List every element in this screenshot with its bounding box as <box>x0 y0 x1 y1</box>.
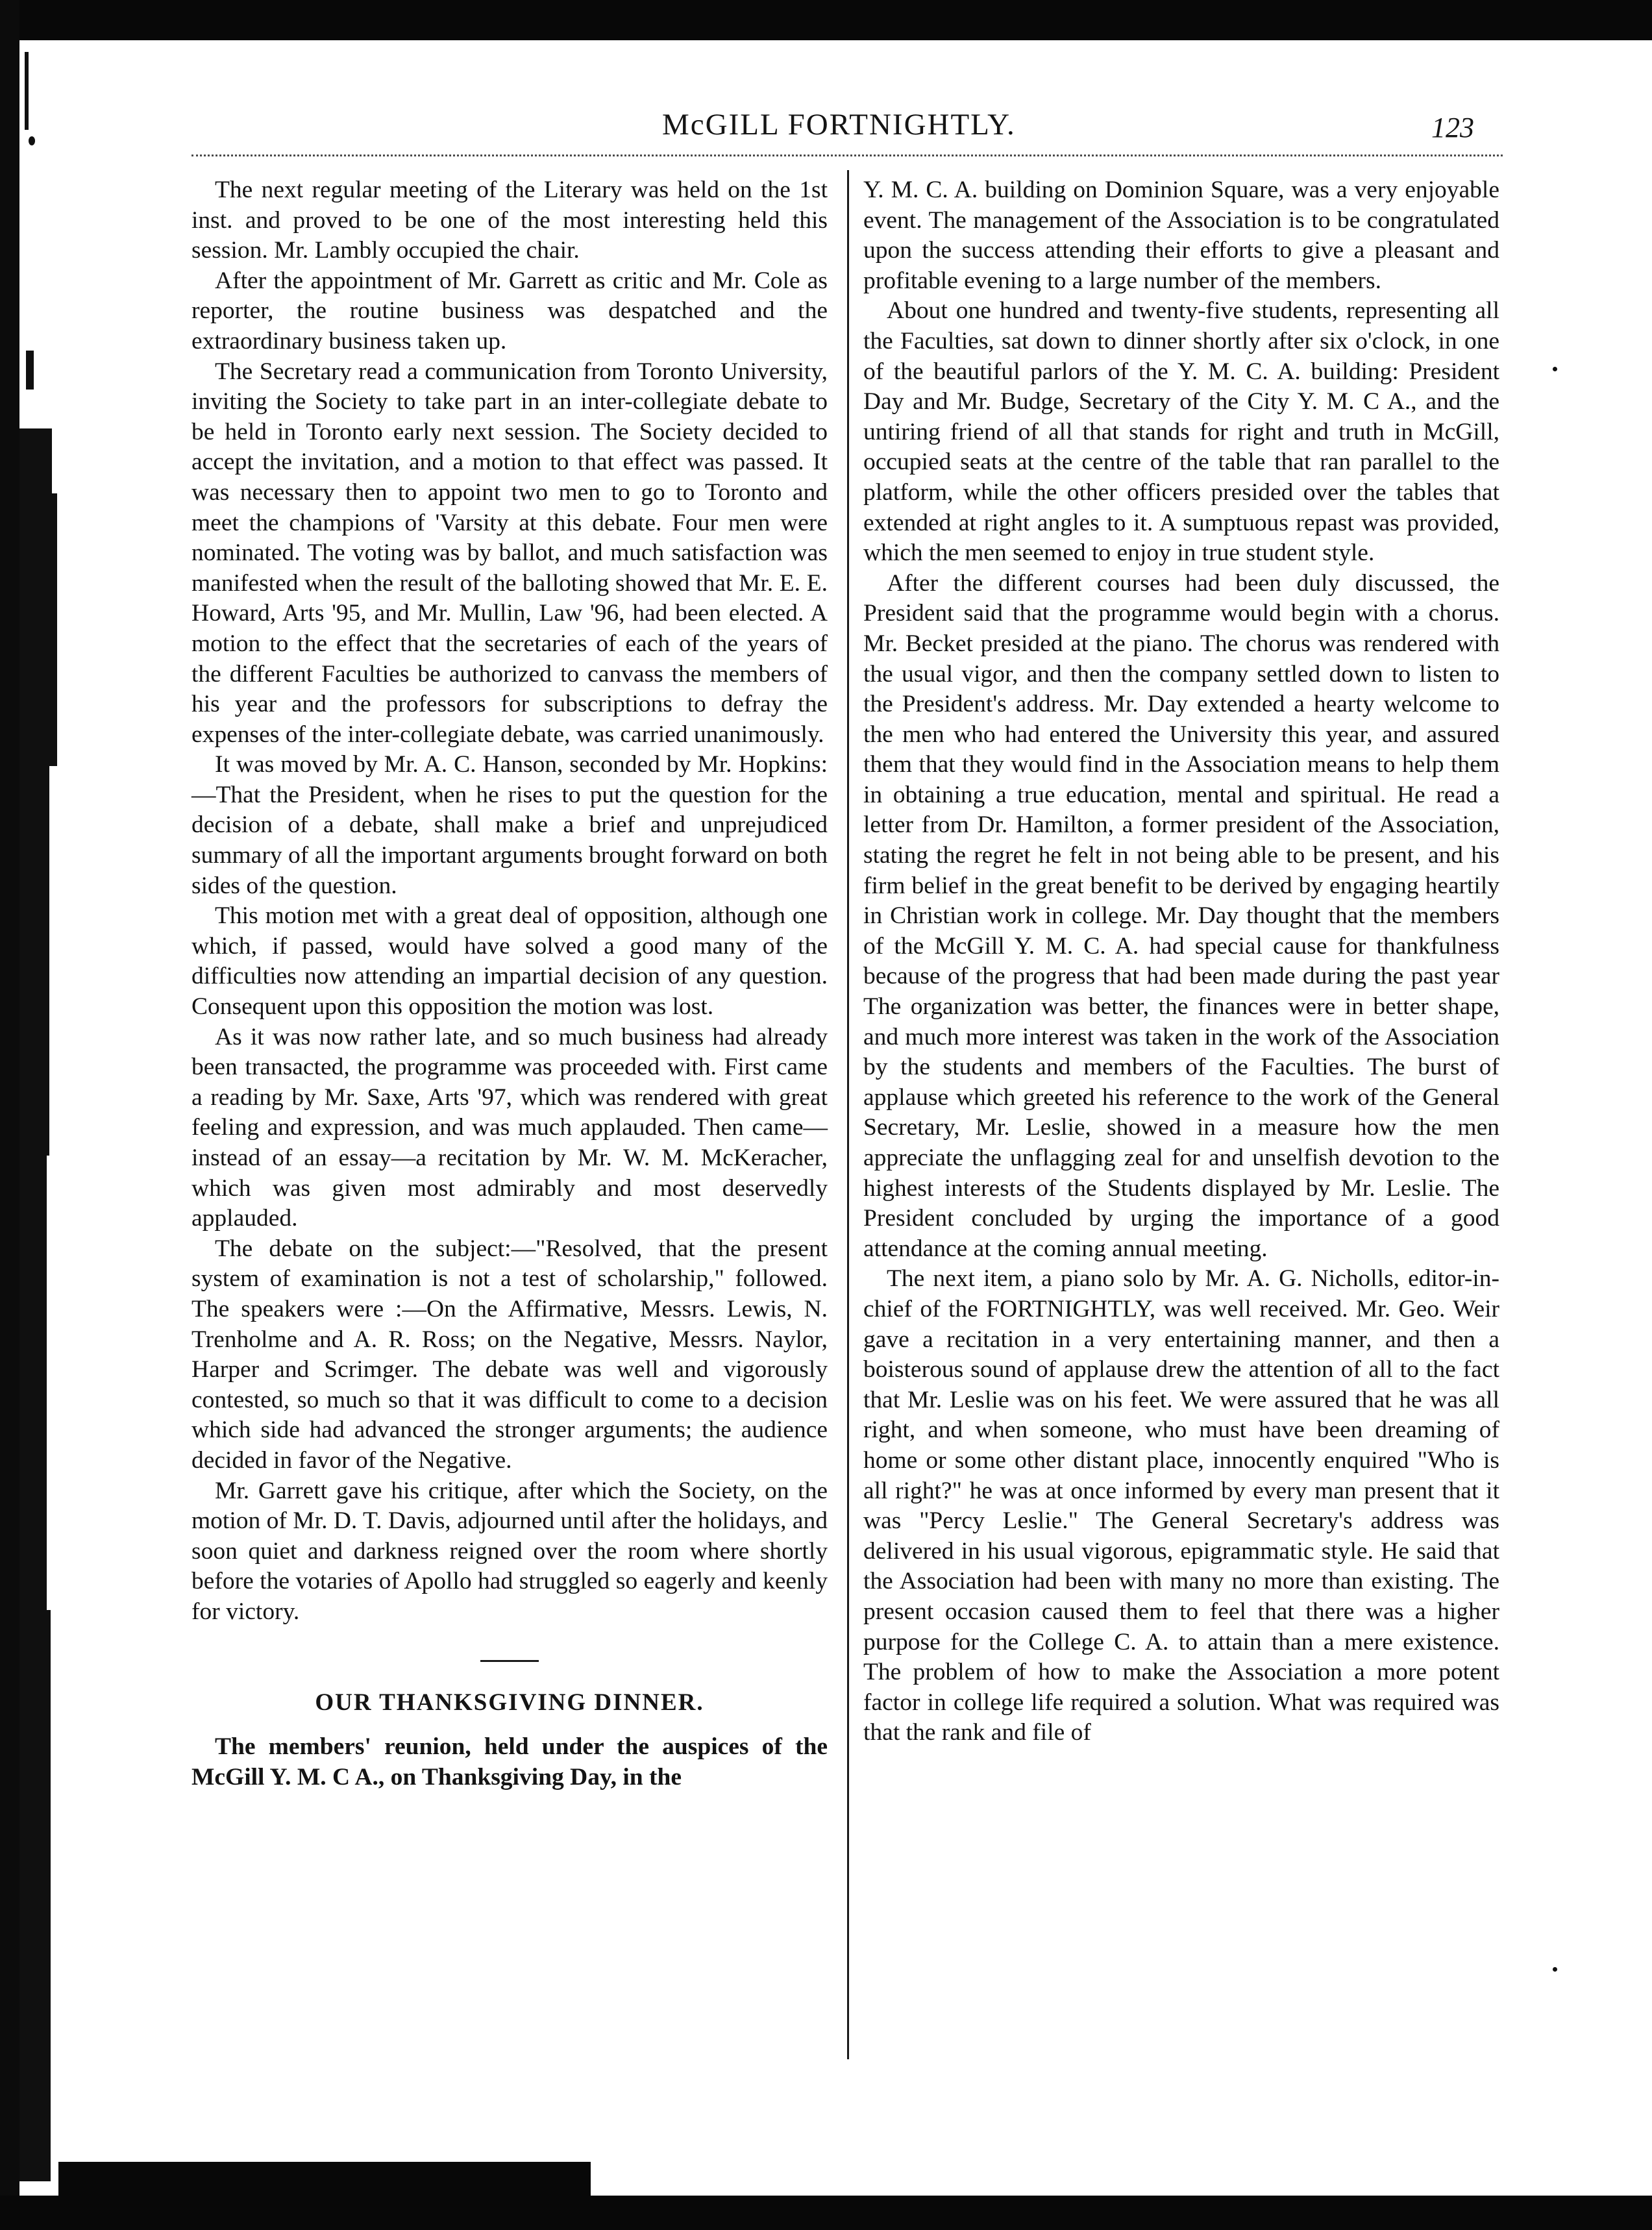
article-paragraph: This motion met with a great deal of opposition, although one which, if passed, would have solved a good many of the difficulties now attending an impartial decision of any question. Consequent upon this opposition the motion was lost. <box>191 902 828 1021</box>
article-paragraph: The next regular meeting of the Literary was held on the 1st inst. and proved to be one of the most interesting held this session. Mr. Lambly occupied the chair. <box>191 177 828 264</box>
article-paragraph: Y. M. C. A. building on Dominion Square, was a very enjoyable event. The management of the Association is to be congratulated upon the success attending their efforts to give a pleasant and profitable evening to a large number of the members. <box>863 177 1499 294</box>
column-divider <box>847 170 849 2059</box>
margin-speck <box>1553 1967 1557 1972</box>
running-title: McGILL FORTNIGHTLY. <box>662 108 1016 142</box>
scan-bottom-shadow <box>58 2162 591 2197</box>
page-number: 123 <box>1431 112 1474 143</box>
section-heading: OUR THANKSGIVING DINNER. <box>315 1689 704 1716</box>
article-paragraph: The debate on the subject:—"Resolved, that the present system of examination is not a test of scholarship," followed. The speakers were :—On the Affirmative, Messrs. Lewis, N. Trenholme and A. R. Ross; on the Negative, Messrs. Naylor, Harper and Scrimger. The debate was well and vigorously contested, so much so that it was difficult to come to a decision which side had advanced the stronger arguments; the audience decided in favor of the Negative. <box>191 1235 828 1474</box>
scan-binding-fringe <box>19 39 58 2181</box>
page-header <box>0 107 1652 153</box>
article-paragraph: Mr. Garrett gave his critique, after which the Society, on the motion of Mr. D. T. Davis, adjourned until after the holidays, and soon quiet and darkness reigned over the room where shortly before the votaries of Apollo had struggled so eagerly and keenly for victory. <box>191 1477 828 1625</box>
article-paragraph: After the different courses had been duly discussed, the President said that the programme would begin with a chorus. Mr. Becket presided at the piano. The chorus was rendered with the usual vigor, and then the company settled down to listen to the President's address. Mr. Day extended a hearty welcome to the men who had entered the University this year, and assured them that they would find in the Association means to help them in obtaining a true education, mental and spiritual. He read a letter from Dr. Hamilton, a former president of the Association, stating the regret he felt in not being able to be present, and his firm belief in the great benefit to be derived by engaging heartily in Christian work in college. Mr. Day thought that the members of the McGill Y. M. C. A. had special cause for thankfulness because of the progress that had been made during the past year The organization was better, the finances were in better shape, and much more interest was taken in the work of the Association by the students and members of the Faculties. The burst of applause which greeted his reference to the work of the General Secretary, Mr. Leslie, showed in a measure how the men appreciate the unflagging zeal for and unselfish devotion to the highest interests of the Students displayed by Mr. Leslie. The President concluded by urging the importance of a good attendance at the coming annual meeting. <box>863 569 1499 1262</box>
article-paragraph: As it was now rather late, and so much business had already been transacted, the programme was proceeded with. First came a reading by Mr. Saxe, Arts '97, which was rendered with great feeling and expression, and was much applauded. Then came—instead of an essay—a recitation by Mr. W. M. McKeracher, which was given most admirably and most deservedly applauded. <box>191 1023 828 1232</box>
scan-top-border <box>0 0 1652 40</box>
article-paragraph: The next item, a piano solo by Mr. A. G. Nicholls, editor-in-chief of the FORTNIGHTLY, was well received. Mr. Geo. Weir gave a recitation in a very entertaining manner, and then a boisterous sound of applause drew the attention of all to the fact that Mr. Leslie was on his feet. We were assured that he was all right, and when someone, who must have been dreaming of home or some other distant place, innocently enquired "Who is all right?" he was at once informed by every man present that it was "Percy Leslie." The General Secretary's address was delivered in his usual vigorous, epigrammatic style. He said that the Association had been with many no more than existing. The present occasion caused them to feel that there was a higher purpose for the College C. A. to attain than a mere existence. The problem of how to make the Association a more potent factor in college life required a solution. What was required was that the rank and file of <box>863 1265 1499 1746</box>
article-paragraph: The Secretary read a communication from Toronto University, inviting the Society to take part in an inter-collegiate debate to be held in Toronto early next session. The Society decided to accept the invitation, and a motion to that effect was passed. It was necessary then to appoint two men to go to Toronto and meet the champions of 'Varsity at this debate. Four men were nominated. The voting was by ballot, and much satisfaction was manifested when the result of the balloting showed that Mr. E. E. Howard, Arts '95, and Mr. Mullin, Law '96, had been elected. A motion to the effect that the secretaries of each of the years of the different Faculties be authorized to canvass the members of his year and the professors for subscriptions to defray the expenses of the inter-collegiate debate, was carried unanimously. <box>191 358 828 748</box>
article-paragraph: It was moved by Mr. A. C. Hanson, seconded by Mr. Hopkins:—That the President, when he rises to put the question for the decision of a debate, shall make a brief and unprejudiced summary of all the important arguments brought forward on both sides of the question. <box>191 751 828 899</box>
article-paragraph: After the appointment of Mr. Garrett as critic and Mr. Cole as reporter, the routine business was despatched and the extraordinary business taken up. <box>191 267 828 354</box>
article-paragraph: The members' reunion, held under the auspices of the McGill Y. M. C A., on Thanksgiving Day, in the <box>191 1733 828 1790</box>
header-rule <box>191 155 1503 156</box>
left-column <box>191 175 828 1792</box>
scan-left-border <box>0 0 19 2230</box>
right-column <box>863 175 1499 1748</box>
section-separator <box>480 1660 539 1662</box>
scan-bottom-border <box>0 2196 1652 2230</box>
article-paragraph: About one hundred and twenty-five students, representing all the Faculties, sat down to dinner shortly after six o'clock, in one of the beautiful parlors of the Y. M. C. A. building: President Day and Mr. Budge, Secretary of the City Y. M. C A., and the untiring friend of all that stands for right and truth in McGill, occupied seats at the centre of the table that ran parallel to the platform, while the other officers presided over the tables that extended at right angles to it. A sumptuous repast was provided, which the men seemed to enjoy in true student style. <box>863 297 1499 567</box>
margin-speck <box>1553 367 1557 371</box>
